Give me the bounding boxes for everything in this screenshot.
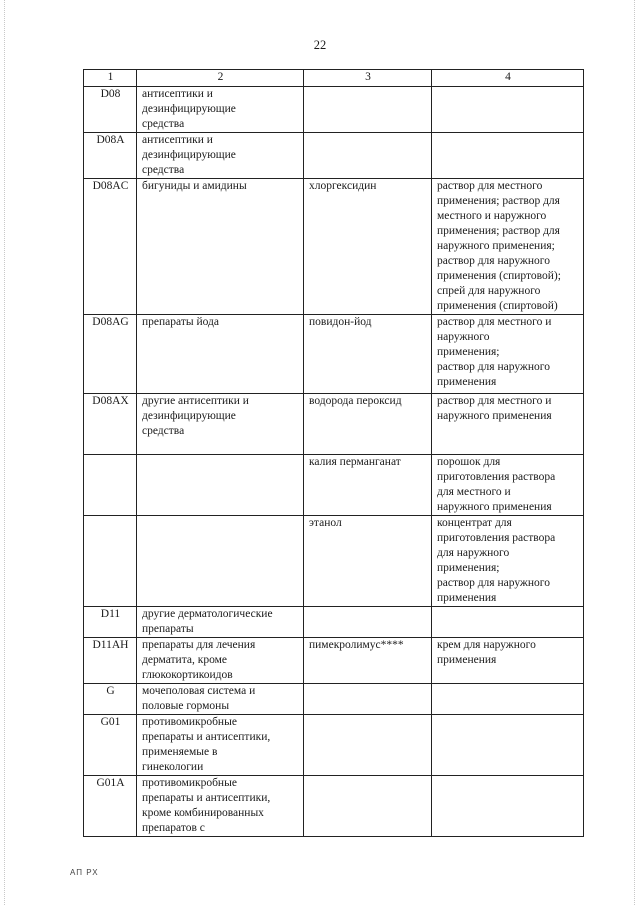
substance-cell: повидон-йод	[304, 315, 432, 394]
group-name-cell: другие антисептики и дезинфицирующие средства	[137, 394, 304, 455]
atc-code-cell: G01	[84, 715, 137, 776]
substance-cell	[304, 776, 432, 837]
substance-cell	[304, 715, 432, 776]
atc-code-cell: D11AH	[84, 638, 137, 684]
substance-cell: пимекролимус****	[304, 638, 432, 684]
footer-mark: АП РХ	[70, 868, 99, 877]
page-number: 22	[313, 38, 327, 52]
atc-code-cell: D08AG	[84, 315, 137, 394]
table-row	[84, 179, 584, 315]
dosage-form-cell: порошок для приготовления раствора для местного и наружного применения	[432, 455, 584, 516]
table-row	[84, 315, 584, 394]
drug-register-table	[83, 69, 584, 837]
table-row	[84, 87, 584, 133]
table-row	[84, 715, 584, 776]
group-name-cell: антисептики и дезинфицирующие средства	[137, 87, 304, 133]
group-name-cell	[137, 455, 304, 516]
group-name-cell: мочеполовая система и половые гормоны	[137, 684, 304, 715]
group-name-cell: бигуниды и амидины	[137, 179, 304, 315]
column-header-4: 4	[432, 70, 584, 87]
dosage-form-cell	[432, 133, 584, 179]
atc-code-cell: D08AX	[84, 394, 137, 455]
group-name-cell: другие дерматологические препараты	[137, 607, 304, 638]
dosage-form-cell: раствор для местного и наружного применения	[432, 394, 584, 455]
table-row	[84, 776, 584, 837]
table-row	[84, 455, 584, 516]
substance-cell	[304, 684, 432, 715]
scan-right-edge	[634, 0, 635, 905]
atc-code-cell	[84, 455, 137, 516]
atc-code-cell: D11	[84, 607, 137, 638]
atc-code-cell: G	[84, 684, 137, 715]
dosage-form-cell	[432, 684, 584, 715]
substance-cell	[304, 607, 432, 638]
atc-code-cell: D08AC	[84, 179, 137, 315]
group-name-cell: препараты для лечения дерматита, кроме глюкокортикоидов	[137, 638, 304, 684]
table-header-row	[84, 70, 584, 87]
atc-code-cell: D08	[84, 87, 137, 133]
table-row	[84, 394, 584, 455]
table-row	[84, 133, 584, 179]
dosage-form-cell: раствор для местного и наружного применения; раствор для наружного применения	[432, 315, 584, 394]
substance-cell: этанол	[304, 516, 432, 607]
table-row	[84, 684, 584, 715]
table-row	[84, 638, 584, 684]
dosage-form-cell	[432, 87, 584, 133]
dosage-form-cell	[432, 607, 584, 638]
table-row	[84, 516, 584, 607]
dosage-form-cell: крем для наружного применения	[432, 638, 584, 684]
substance-cell: водорода пероксид	[304, 394, 432, 455]
atc-code-cell: G01A	[84, 776, 137, 837]
group-name-cell: препараты йода	[137, 315, 304, 394]
substance-cell: калия перманганат	[304, 455, 432, 516]
column-header-1: 1	[84, 70, 137, 87]
group-name-cell: антисептики и дезинфицирующие средства	[137, 133, 304, 179]
group-name-cell: противомикробные препараты и антисептики, применяемые в гинекологии	[137, 715, 304, 776]
substance-cell	[304, 87, 432, 133]
column-header-2: 2	[137, 70, 304, 87]
table-row	[84, 607, 584, 638]
dosage-form-cell	[432, 715, 584, 776]
dosage-form-cell: концентрат для приготовления раствора для наружного применения; раствор для наружного применения	[432, 516, 584, 607]
atc-code-cell: D08A	[84, 133, 137, 179]
atc-code-cell	[84, 516, 137, 607]
substance-cell: хлоргексидин	[304, 179, 432, 315]
dosage-form-cell	[432, 776, 584, 837]
substance-cell	[304, 133, 432, 179]
group-name-cell	[137, 516, 304, 607]
column-header-3: 3	[304, 70, 432, 87]
scan-left-edge	[4, 0, 5, 905]
group-name-cell: противомикробные препараты и антисептики, кроме комбинированных препаратов с	[137, 776, 304, 837]
dosage-form-cell: раствор для местного применения; раствор для местного и наружного применения; раствор для наружного применения; раствор для наружного применения (спиртовой); спрей для наружного применения (спиртовой)	[432, 179, 584, 315]
